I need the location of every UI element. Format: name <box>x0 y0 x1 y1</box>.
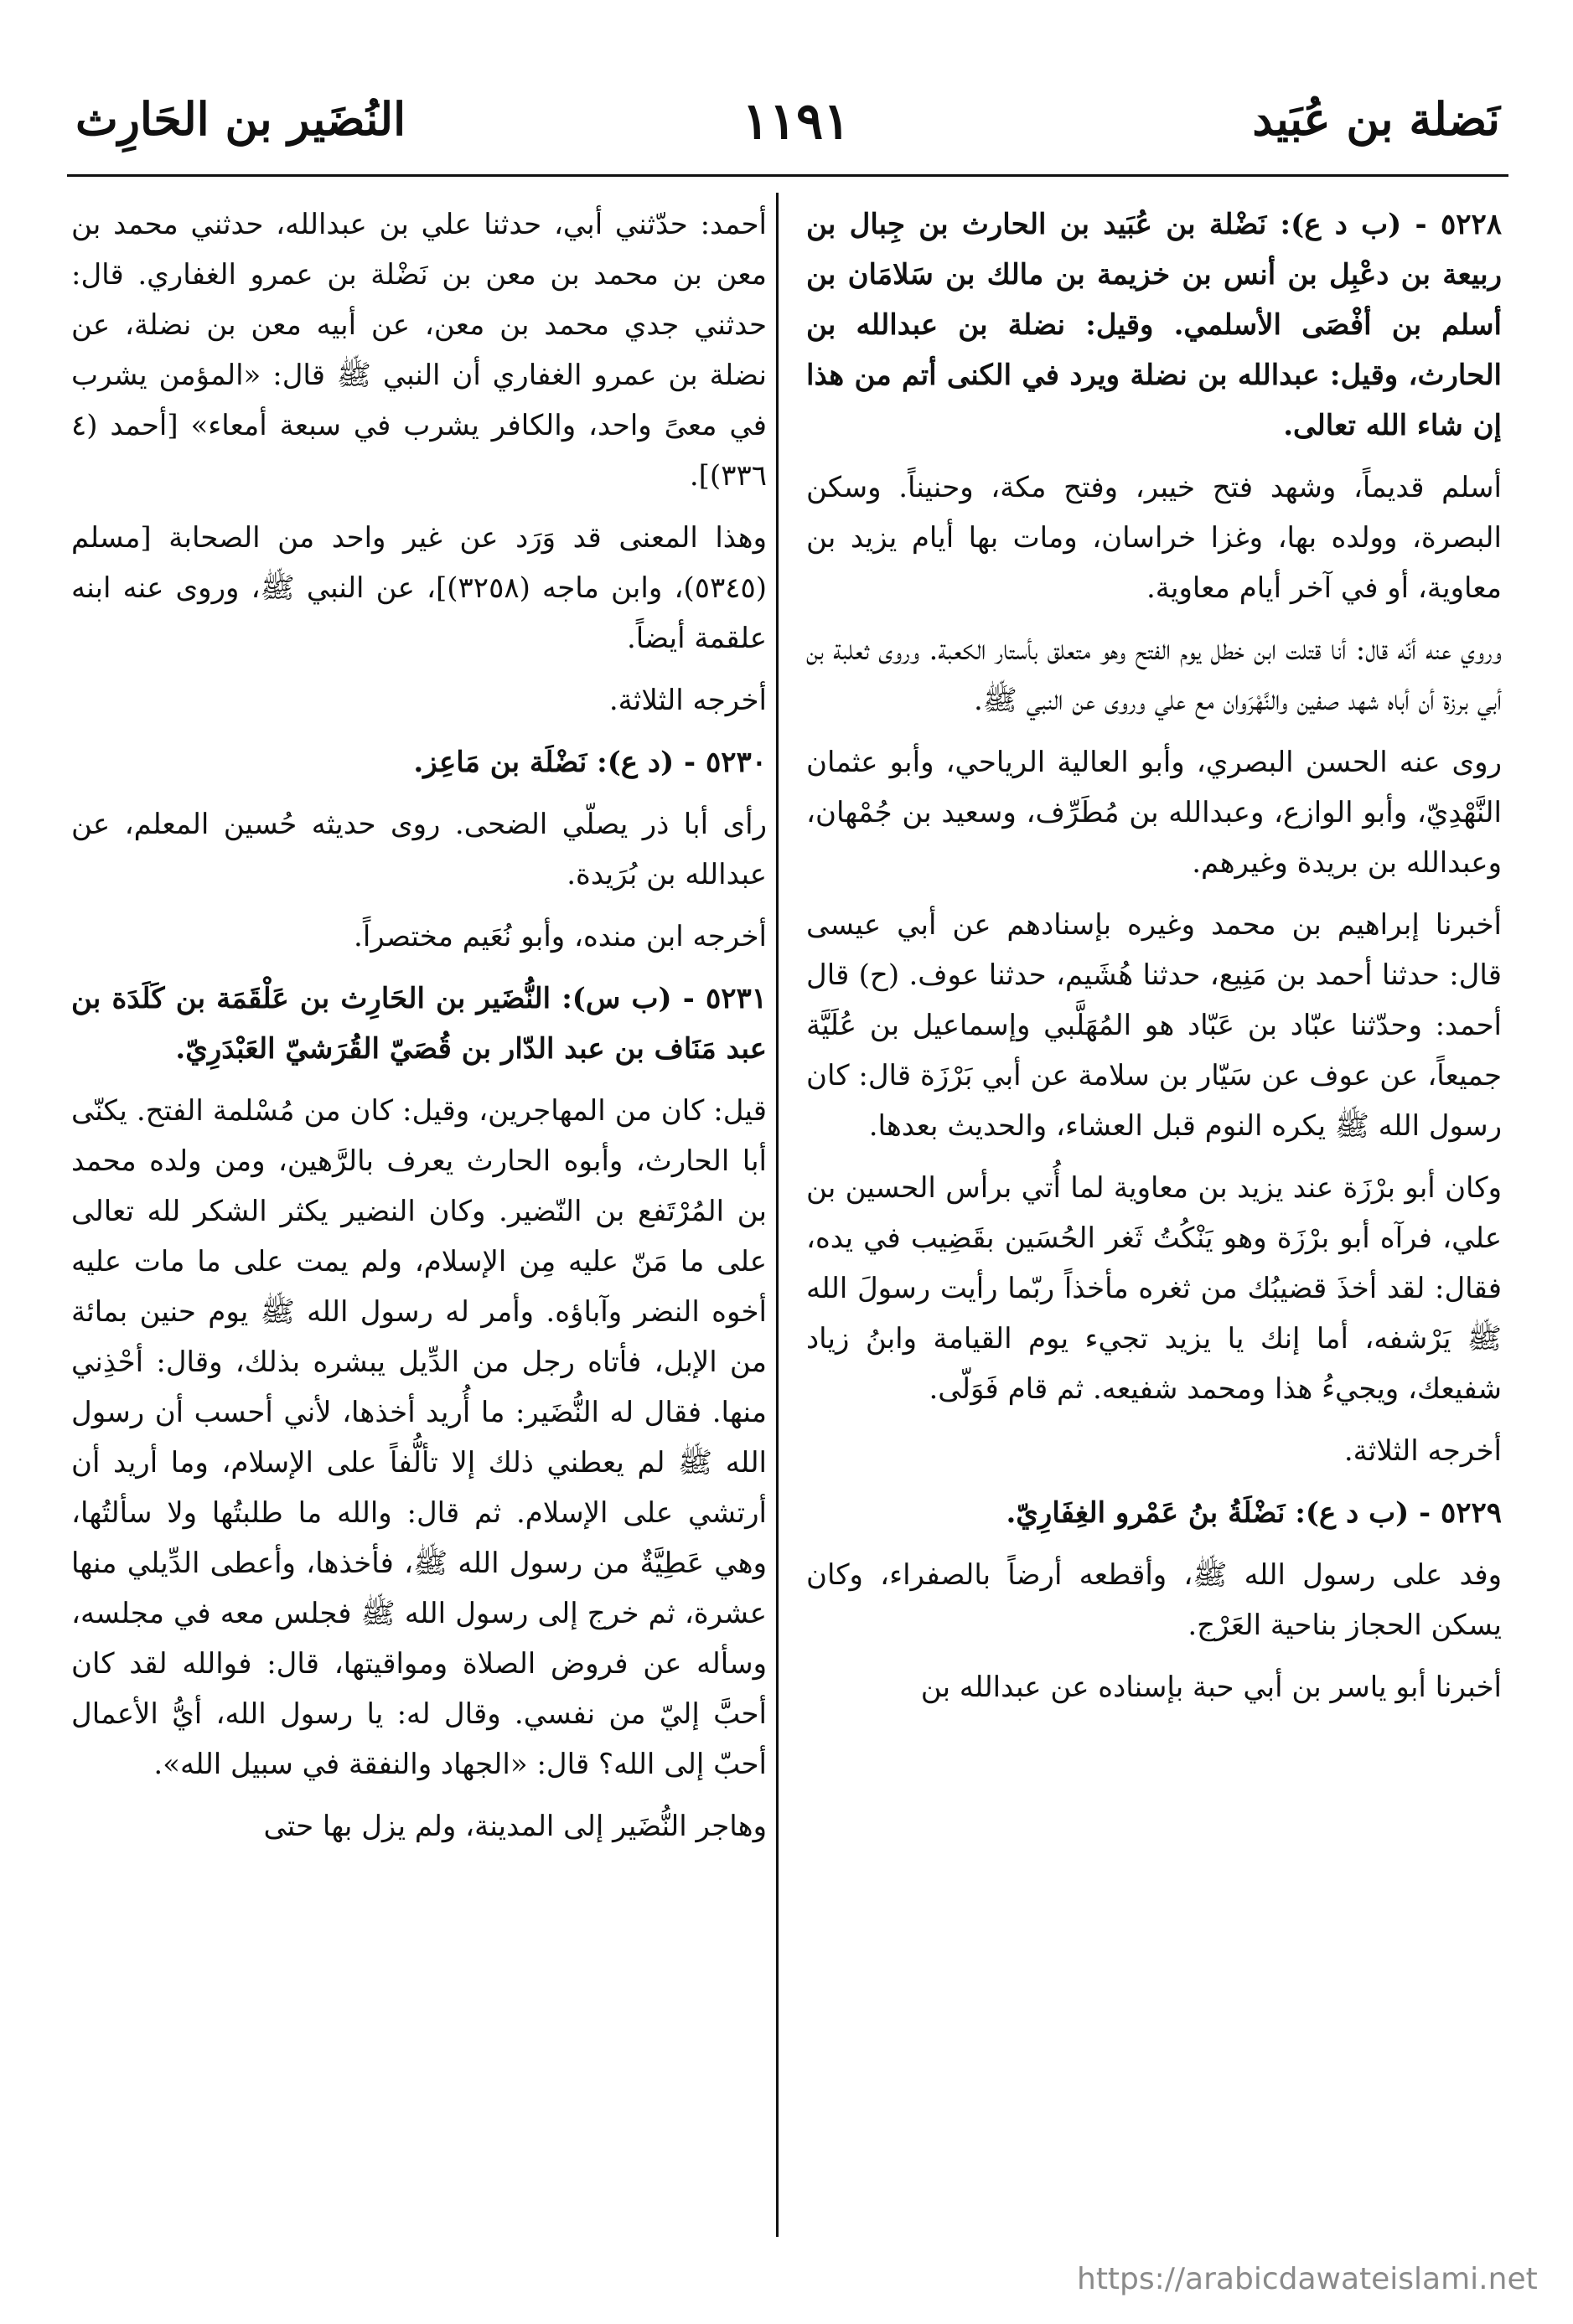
header-entry-title: نَضلة بن عُبَيد <box>1252 92 1500 146</box>
entry-5229-heading: ٥٢٢٩ - (ب د ع): نَضْلَةُ بنُ عَمْرو الغِفَارِيّ. <box>1006 1496 1502 1530</box>
header-entry-title-left: النُضَير بن الحَارِث <box>75 92 406 146</box>
entry-5230-heading: ٥٢٣٠ - (د ع): نَضْلَة بن مَاعِز. <box>413 746 767 779</box>
column-divider <box>776 193 779 2237</box>
running-header <box>75 92 1500 168</box>
entry-5228-heading: ٥٢٢٨ - (ب د ع): نَضْلة بن عُبَيد بن الحارث بن جِبال بن ربيعة بن دعْبِل بن أنس بن خزيمة بن مالك بن سَلامَان بن أسلم بن أفْصَى الأسلمي. وقيل: نضلة بن عبدالله بن الحارث، وقيل: عبدالله بن نضلة ويرد في الكنى أتم من هذا إن شاء الله تعالى. <box>806 208 1502 442</box>
paragraph: قيل: كان من المهاجرين، وقيل: كان من مُسْلمة الفتح. يكنّى أبا الحارث، وأبوه الحارث يعرف بالرَّهين، ومن ولده محمد بن المُرْتَفع بن النّضير. وكان النضير يكثر الشكر لله تعالى على ما مَنّ عليه مِن الإسلام، ولم يمت على ما مات عليه أخوه النضر وآباؤه. وأمر له رسول الله ﷺ يوم حنين بمائة من الإبل، فأتاه رجل من الدِّيل يبشره بذلك، وقال: أحْذِني منها. فقال له النُّضَير: ما أُريد أخذها، لأني أحسب أن رسول الله ﷺ لم يعطني ذلك إلا تألُّفاً على الإسلام، وما أريد أن أرتشي على الإسلام. ثم قال: والله ما طلبتُها ولا سألتُها، وهي عَطِيَّةٌ من رسول الله ﷺ، فأخذها، وأعطى الدِّيلي منها عشرة، ثم خرج إلى رسول الله ﷺ فجلس معه في مجلسه، وسأله عن فروض الصلاة ومواقيتها، قال: فوالله لقد كان أحبَّ إليّ من نفسي. وقال له: يا رسول الله، أيُّ الأعمال أحبّ إلى الله؟ قال: «الجهاد والنفقة في سبيل الله». <box>71 1094 768 1781</box>
watermark-url: https://arabicdawateislami.net <box>1077 2262 1538 2296</box>
paragraph: أخرجه الثلاثة. <box>1343 1434 1502 1468</box>
paragraph: وفد على رسول الله ﷺ، وأقطعه أرضاً بالصفراء، وكان يسكن الحجاز بناحية العَرْج. <box>806 1558 1502 1642</box>
paragraph: أخرجه ابن منده، وأبو نُعَيم مختصراً. <box>354 920 767 953</box>
paragraph: أسلم قديماً، وشهد فتح خيبر، وفتح مكة، وحنيناً. وسكن البصرة، وولده بها، وغزا خراسان، ومات بها أيام يزيد بن معاوية، أو في آخر أيام معاوية. <box>806 471 1502 605</box>
left-column <box>71 199 767 1863</box>
paragraph: وكان أبو برْزَة عند يزيد بن معاوية لما أُتي برأس الحسين بن علي، فرآه أبو برْزَة وهو يَنْكُتُ ثَغر الحُسَين بقَضِيب في يده، فقال: لقد أخذَ قضيبُك من ثغره مأخذاً ربّما رأيت رسولَ الله ﷺ يَرْشفه، أما إنك يا يزيد تجيء يوم القيامة وابنُ زياد شفيعك، ويجيءُ هذا ومحمد شفيعه. ثم قام فَوَلّى. <box>806 1171 1502 1406</box>
paragraph: روى عنه الحسن البصري، وأبو العالية الرياحي، وأبو عثمان النَّهْدِيّ، وأبو الوازع، وعبدالله بن مُطَرِّف، وسعيد بن جُمْهان، وعبدالله بن بريدة وغيرهم. <box>806 746 1502 880</box>
paragraph: أحمد: حدّثني أبي، حدثنا علي بن عبدالله، حدثني محمد بن معن بن محمد بن معن بن نَضْلة بن عمرو الغفاري. قال: حدثني جدي محمد بن معن، عن أبيه معن بن نضلة، عن نضلة بن عمرو الغفاري أن النبي ﷺ قال: «المؤمن يشرب في معىً واحد، والكافر يشرب في سبعة أمعاء» [أحمد (٤ ٣٣٦)]. <box>71 208 767 493</box>
right-column <box>806 199 1502 1724</box>
paragraph: أخبرنا أبو ياسر بن أبي حبة بإسناده عن عبدالله بن <box>920 1671 1502 1704</box>
paragraph: أخرجه الثلاثة. <box>608 684 767 717</box>
entry-5231-heading: ٥٢٣١ - (ب س): النُّضَير بن الحَارِث بن عَلْقَمَة بن كَلَدَة بن عبد مَنَاف بن عبد الدّار بن قُصَيّ القُرَشيّ العَبْدَرِيّ. <box>71 982 767 1066</box>
paragraph: وروي عنه أنّه قال: أنا قتلت ابن خطل يوم الفتح وهو متعلق بأستار الكعبة. وروى ثعلبة بن أبي برزة أن أباه شهد صفين والنَّهْرَوان مع علي وروى عن النبي ﷺ. <box>806 633 1502 717</box>
paragraph: وهاجر النُّضَير إلى المدينة، ولم يزل بها حتى <box>263 1810 767 1843</box>
paragraph: رأى أبا ذر يصلّي الضحى. روى حديثه حُسين المعلم، عن عبدالله بن بُرَيدة. <box>71 808 767 891</box>
page-number: ١١٩١ <box>742 92 851 151</box>
header-rule <box>67 174 1508 177</box>
paragraph: وهذا المعنى قد وَرَد عن غير واحد من الصحابة [مسلم (٥٣٤٥)، وابن ماجه (٣٢٥٨)]، عن النبي ﷺ، وروى عنه ابنه علقمة أيضاً. <box>71 521 767 655</box>
paragraph: أخبرنا إبراهيم بن محمد وغيره بإسنادهم عن أبي عيسى قال: حدثنا أحمد بن مَنِيع، حدثنا هُشَيم، حدثنا عوف. (ح) قال أحمد: وحدّثنا عبّاد بن عَبّاد هو المُهَلَّبي وإسماعيل بن عُلَيَّة جميعاً، عن عوف عن سَيّار بن سلامة عن أبي بَرْزَة قال: كان رسول الله ﷺ يكره النوم قبل العشاء، والحديث بعدها. <box>806 908 1502 1143</box>
